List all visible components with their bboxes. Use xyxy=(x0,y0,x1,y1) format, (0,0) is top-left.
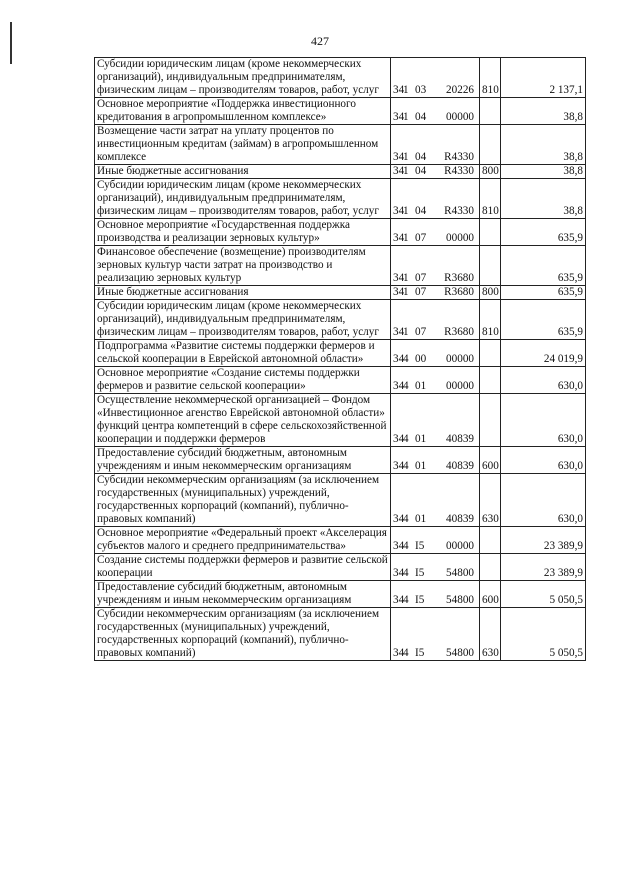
expense-type-code: 800 xyxy=(480,165,501,179)
program-code: 34 xyxy=(393,380,405,392)
subprogram-code: 1 xyxy=(403,205,409,217)
item-name: Возмещение части затрат на уплату процентов по инвестиционным кредитам (займам) в агропромышленном комплексе xyxy=(95,125,391,165)
direction-code: R3680 xyxy=(444,272,474,284)
expense-type-code xyxy=(480,125,501,165)
program-code: 34 xyxy=(393,232,405,244)
amount: 630,0 xyxy=(501,367,586,394)
program-code: 34 xyxy=(393,513,405,525)
measure-code: 04 xyxy=(415,165,427,177)
item-name: Иные бюджетные ассигнования xyxy=(95,286,391,300)
amount: 24 019,9 xyxy=(501,340,586,367)
table-row xyxy=(95,340,586,367)
measure-code: I5 xyxy=(415,647,425,659)
amount: 38,8 xyxy=(501,98,586,125)
subprogram-code: 1 xyxy=(403,286,409,298)
item-name: Предоставление субсидий бюджетным, автономным учреждениям и иным некоммерческим организациям xyxy=(95,447,391,474)
amount: 630,0 xyxy=(501,447,586,474)
direction-code: 00000 xyxy=(446,232,474,244)
direction-code: R4330 xyxy=(444,165,474,177)
item-name: Основное мероприятие «Федеральный проект «Акселерация субъектов малого и среднего предпринимательства» xyxy=(95,527,391,554)
classification-code xyxy=(391,608,480,661)
classification-code xyxy=(391,367,480,394)
amount: 5 050,5 xyxy=(501,608,586,661)
measure-code: 03 xyxy=(415,84,427,96)
subprogram-code: 1 xyxy=(403,165,409,177)
direction-code: R3680 xyxy=(444,286,474,298)
measure-code: 04 xyxy=(415,151,427,163)
item-name: Субсидии некоммерческим организациям (за исключением государственных (муниципальных) учреждений, государственных корпораций (компаний), публично-правовых компаний) xyxy=(95,608,391,661)
table-row xyxy=(95,447,586,474)
classification-code xyxy=(391,474,480,527)
subprogram-code: 1 xyxy=(403,111,409,123)
subprogram-code: 4 xyxy=(403,594,409,606)
direction-code: 20226 xyxy=(446,84,474,96)
direction-code: 40839 xyxy=(446,460,474,472)
expense-type-code xyxy=(480,219,501,246)
item-name: Субсидии некоммерческим организациям (за исключением государственных (муниципальных) учреждений, государственных корпораций (компаний), публично-правовых компаний) xyxy=(95,474,391,527)
subprogram-code: 1 xyxy=(403,84,409,96)
direction-code: 00000 xyxy=(446,380,474,392)
subprogram-code: 4 xyxy=(403,540,409,552)
amount: 630,0 xyxy=(501,474,586,527)
table-row xyxy=(95,394,586,447)
classification-code xyxy=(391,219,480,246)
amount: 635,9 xyxy=(501,219,586,246)
classification-code xyxy=(391,447,480,474)
table-row xyxy=(95,554,586,581)
subprogram-code: 4 xyxy=(403,433,409,445)
measure-code: I5 xyxy=(415,540,425,552)
classification-code xyxy=(391,165,480,179)
amount: 38,8 xyxy=(501,179,586,219)
subprogram-code: 4 xyxy=(403,647,409,659)
subprogram-code: 4 xyxy=(403,567,409,579)
direction-code: 40839 xyxy=(446,433,474,445)
item-name: Создание системы поддержки фермеров и развитие сельской кооперации xyxy=(95,554,391,581)
classification-code xyxy=(391,300,480,340)
classification-code xyxy=(391,394,480,447)
measure-code: 01 xyxy=(415,513,427,525)
measure-code: 07 xyxy=(415,232,427,244)
item-name: Предоставление субсидий бюджетным, автономным учреждениям и иным некоммерческим организациям xyxy=(95,581,391,608)
direction-code: R3680 xyxy=(444,326,474,338)
classification-code xyxy=(391,125,480,165)
amount: 635,9 xyxy=(501,300,586,340)
amount: 23 389,9 xyxy=(501,554,586,581)
program-code: 34 xyxy=(393,326,405,338)
subprogram-code: 1 xyxy=(403,272,409,284)
table-row xyxy=(95,58,586,98)
item-name: Основное мероприятие «Государственная поддержка производства и реализации зерновых культур» xyxy=(95,219,391,246)
classification-code xyxy=(391,527,480,554)
program-code: 34 xyxy=(393,272,405,284)
expense-type-code: 810 xyxy=(480,300,501,340)
direction-code: 00000 xyxy=(446,111,474,123)
expense-type-code: 630 xyxy=(480,608,501,661)
amount: 635,9 xyxy=(501,246,586,286)
measure-code: 01 xyxy=(415,380,427,392)
table-row xyxy=(95,219,586,246)
subprogram-code: 4 xyxy=(403,353,409,365)
table-row xyxy=(95,300,586,340)
classification-code xyxy=(391,246,480,286)
measure-code: I5 xyxy=(415,567,425,579)
classification-code xyxy=(391,554,480,581)
budget-table xyxy=(94,57,586,661)
direction-code: 54800 xyxy=(446,647,474,659)
item-name: Субсидии юридическим лицам (кроме некоммерческих организаций), индивидуальным предпринимателям, физическим лицам – производителям товаров, работ, услуг xyxy=(95,179,391,219)
expense-type-code xyxy=(480,527,501,554)
table-row xyxy=(95,286,586,300)
program-code: 34 xyxy=(393,567,405,579)
item-name: Основное мероприятие «Поддержка инвестиционного кредитования в агропромышленном комплексе» xyxy=(95,98,391,125)
classification-code xyxy=(391,340,480,367)
program-code: 34 xyxy=(393,84,405,96)
measure-code: 07 xyxy=(415,272,427,284)
subprogram-code: 4 xyxy=(403,460,409,472)
table-row xyxy=(95,367,586,394)
program-code: 34 xyxy=(393,647,405,659)
amount: 635,9 xyxy=(501,286,586,300)
program-code: 34 xyxy=(393,286,405,298)
subprogram-code: 1 xyxy=(403,232,409,244)
program-code: 34 xyxy=(393,594,405,606)
program-code: 34 xyxy=(393,460,405,472)
measure-code: 07 xyxy=(415,286,427,298)
expense-type-code xyxy=(480,246,501,286)
table-row xyxy=(95,608,586,661)
classification-code xyxy=(391,581,480,608)
direction-code: R4330 xyxy=(444,205,474,217)
amount: 630,0 xyxy=(501,394,586,447)
expense-type-code: 800 xyxy=(480,286,501,300)
item-name: Субсидии юридическим лицам (кроме некоммерческих организаций), индивидуальным предпринимателям, физическим лицам – производителям товаров, работ, услуг xyxy=(95,300,391,340)
expense-type-code xyxy=(480,98,501,125)
expense-type-code: 600 xyxy=(480,447,501,474)
table-row xyxy=(95,165,586,179)
program-code: 34 xyxy=(393,111,405,123)
measure-code: 07 xyxy=(415,326,427,338)
page-number: 427 xyxy=(311,34,329,48)
item-name: Основное мероприятие «Создание системы поддержки фермеров и развитие сельской кооперации» xyxy=(95,367,391,394)
classification-code xyxy=(391,58,480,98)
program-code: 34 xyxy=(393,205,405,217)
measure-code: 00 xyxy=(415,353,427,365)
amount: 38,8 xyxy=(501,125,586,165)
classification-code xyxy=(391,98,480,125)
table-row xyxy=(95,581,586,608)
direction-code: 54800 xyxy=(446,567,474,579)
direction-code: 00000 xyxy=(446,353,474,365)
item-name: Осуществление некоммерческой организацией – Фондом «Инвестиционное агенство Еврейской автономной области» функций центра компетенций в сфере сельскохозяйственной кооперации и поддержки фермеров xyxy=(95,394,391,447)
measure-code: 01 xyxy=(415,460,427,472)
table-row xyxy=(95,98,586,125)
subprogram-code: 4 xyxy=(403,513,409,525)
table-row xyxy=(95,179,586,219)
expense-type-code: 810 xyxy=(480,179,501,219)
subprogram-code: 1 xyxy=(403,151,409,163)
table-row xyxy=(95,527,586,554)
program-code: 34 xyxy=(393,151,405,163)
amount: 23 389,9 xyxy=(501,527,586,554)
item-name: Субсидии юридическим лицам (кроме некоммерческих организаций), индивидуальным предпринимателям, физическим лицам – производителям товаров, работ, услуг xyxy=(95,58,391,98)
program-code: 34 xyxy=(393,433,405,445)
subprogram-code: 4 xyxy=(403,380,409,392)
expense-type-code: 810 xyxy=(480,58,501,98)
expense-type-code xyxy=(480,367,501,394)
table-row xyxy=(95,125,586,165)
program-code: 34 xyxy=(393,165,405,177)
expense-type-code: 630 xyxy=(480,474,501,527)
expense-type-code: 600 xyxy=(480,581,501,608)
direction-code: 54800 xyxy=(446,594,474,606)
table-row xyxy=(95,246,586,286)
expense-type-code xyxy=(480,340,501,367)
classification-code xyxy=(391,179,480,219)
classification-code xyxy=(391,286,480,300)
direction-code: 00000 xyxy=(446,540,474,552)
amount: 38,8 xyxy=(501,165,586,179)
measure-code: 04 xyxy=(415,205,427,217)
amount: 2 137,1 xyxy=(501,58,586,98)
subprogram-code: 1 xyxy=(403,326,409,338)
measure-code: I5 xyxy=(415,594,425,606)
amount: 5 050,5 xyxy=(501,581,586,608)
expense-type-code xyxy=(480,554,501,581)
measure-code: 04 xyxy=(415,111,427,123)
table-row xyxy=(95,474,586,527)
measure-code: 01 xyxy=(415,433,427,445)
item-name: Подпрограмма «Развитие системы поддержки фермеров и сельской кооперации в Еврейской автономной области» xyxy=(95,340,391,367)
direction-code: R4330 xyxy=(444,151,474,163)
expense-type-code xyxy=(480,394,501,447)
direction-code: 40839 xyxy=(446,513,474,525)
item-name: Финансовое обеспечение (возмещение) производителям зерновых культур части затрат на производство и реализацию зерновых культур xyxy=(95,246,391,286)
program-code: 34 xyxy=(393,540,405,552)
program-code: 34 xyxy=(393,353,405,365)
item-name: Иные бюджетные ассигнования xyxy=(95,165,391,179)
